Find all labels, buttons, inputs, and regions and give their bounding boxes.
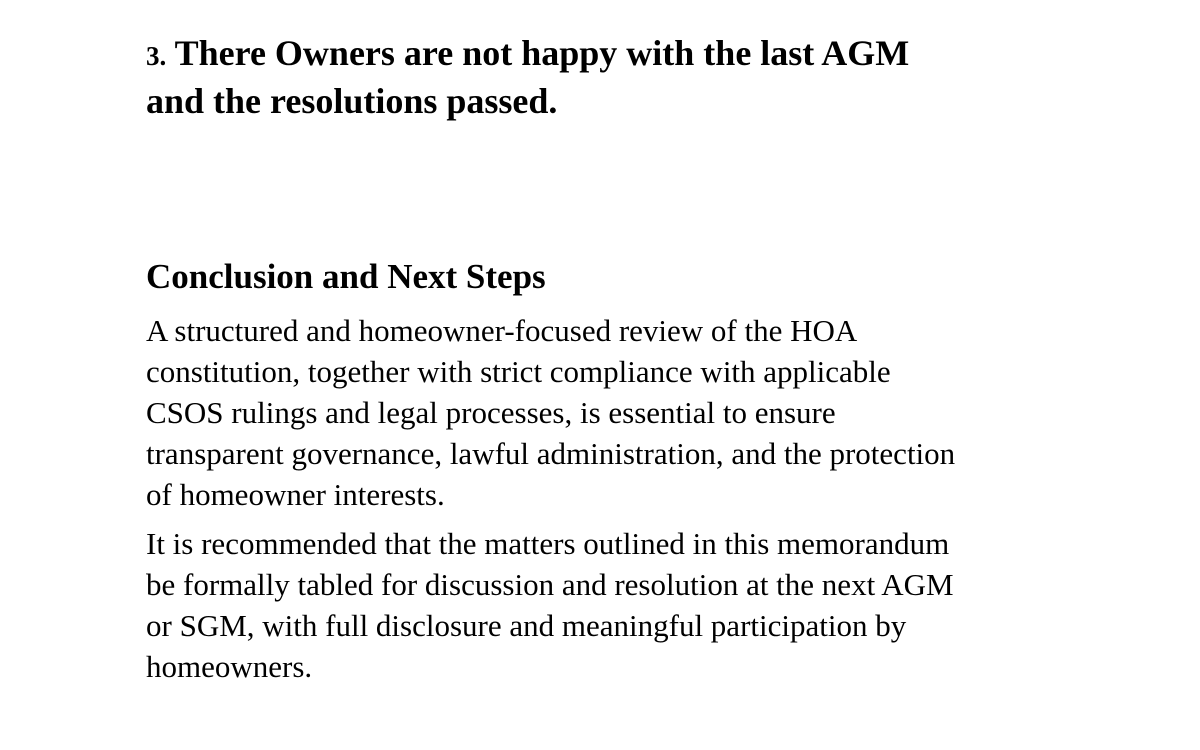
paragraph-1-line-4: transparent governance, lawful administration, and the protection	[146, 436, 956, 471]
point-3-heading-line-1	[146, 31, 1146, 79]
conclusion-heading: Conclusion and Next Steps	[146, 257, 546, 296]
paragraph-1-line-5: of homeowner interests.	[146, 477, 445, 512]
paragraph-1-line-1: A structured and homeowner-focused review of the HOA	[146, 313, 858, 348]
conclusion-paragraph-2	[146, 523, 1046, 687]
conclusion-paragraph-1	[146, 310, 1046, 515]
point-number: 3.	[146, 41, 167, 71]
paragraph-2-line-3: or SGM, with full disclosure and meaningful participation by	[146, 608, 907, 643]
point-3-heading	[146, 31, 1146, 124]
point-3-heading-text-1: There Owners are not happy with the last AGM	[174, 33, 910, 73]
paragraph-1-line-2: constitution, together with strict compliance with applicable	[146, 354, 891, 389]
paragraph-2-line-4: homeowners.	[146, 649, 313, 684]
point-3-heading-line-2: and the resolutions passed.	[146, 81, 558, 121]
paragraph-2-line-1: It is recommended that the matters outlined in this memorandum	[146, 526, 950, 561]
paragraph-2-line-2: be formally tabled for discussion and resolution at the next AGM	[146, 567, 954, 602]
paragraph-1-line-3: CSOS rulings and legal processes, is essential to ensure	[146, 395, 836, 430]
